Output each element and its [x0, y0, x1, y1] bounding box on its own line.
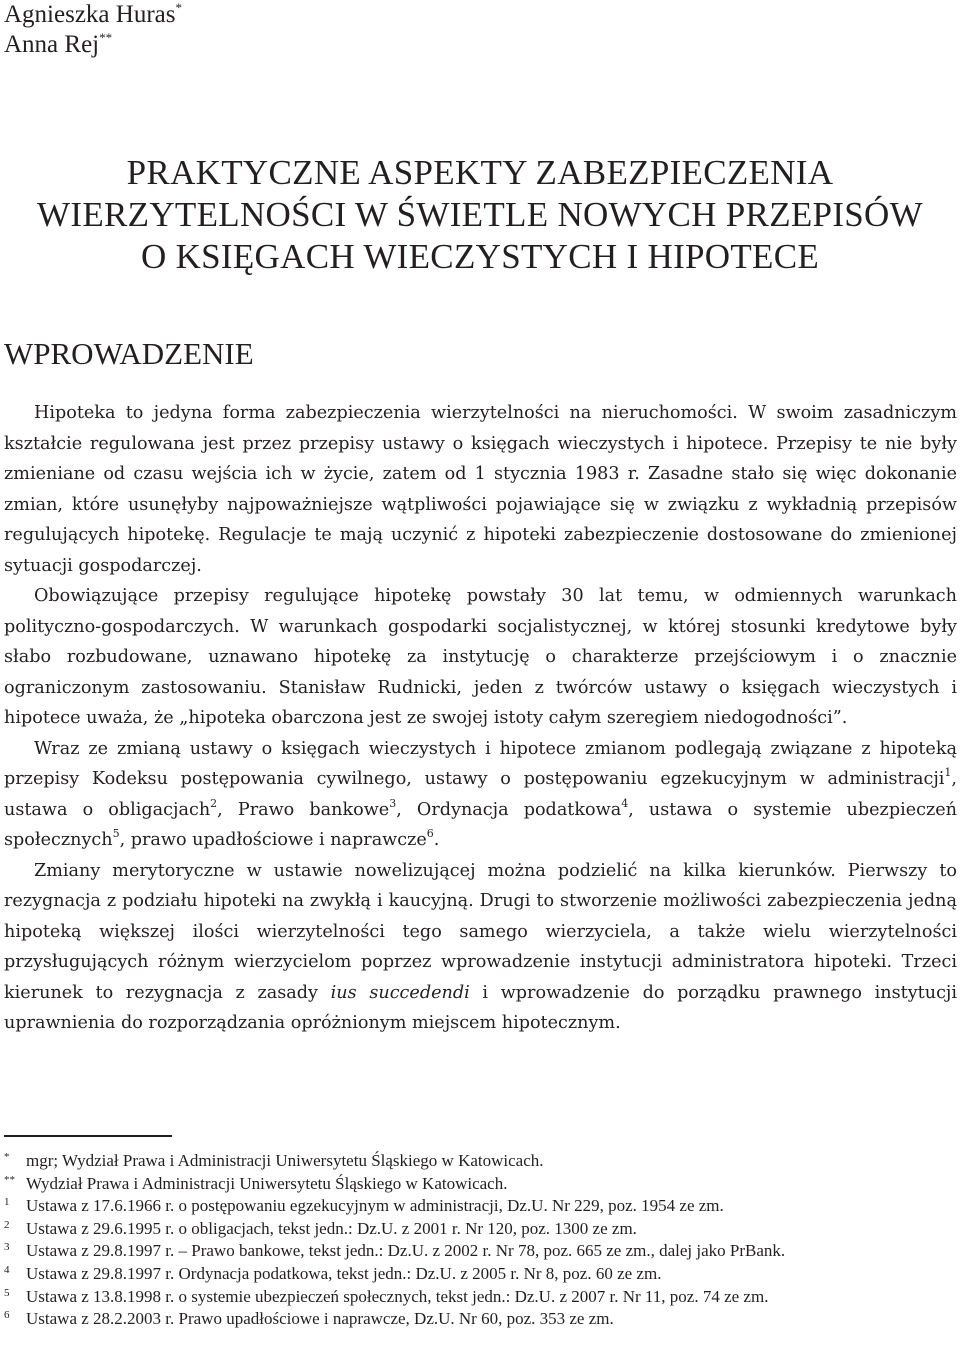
author: [4, 0, 182, 30]
paragraph-text: , ustawa o obligacjach: [4, 769, 957, 820]
title-line: PRAKTYCZNE ASPEKTY ZABEZPIECZENIA: [126, 153, 834, 192]
author-footnote-mark[interactable]: **: [99, 30, 113, 45]
paragraph: [4, 734, 957, 856]
footnote-divider: [4, 1135, 172, 1137]
article-title: [0, 152, 960, 278]
footnote-text: Ustawa z 29.6.1995 r. o obligacjach, tekst jedn.: Dz.U. z 2001 r. Nr 120, poz. 1300 ze zm.: [26, 1218, 637, 1238]
footnote-ref[interactable]: 4: [621, 796, 629, 810]
footnote: 6 Ustawa z 28.2.2003 r. Prawo upadłościowe i naprawcze, Dz.U. Nr 60, poz. 353 ze zm.: [4, 1309, 614, 1329]
paragraph: Obowiązujące przepisy regulujące hipotekę powstały 30 lat temu, w odmiennych warunkach polityczno-gospodarczych. W warunkach gospodarki socjalistycznej, w której stosunki kredytowe były słabo rozbudowane, uznawano hipotekę za instytucję o charakterze przejściowym i o znacznie ograniczonym zastosowaniu. Stanisław Rudnicki, jeden z twórców ustawy o księgach wieczystych i hipotece uważa, że „hipoteka obarczona jest ze swojej istoty całym szeregiem niedogodności”.: [4, 586, 957, 728]
footnote-ref[interactable]: 1: [944, 766, 952, 779]
footnote-text: Ustawa z 28.2.2003 r. Prawo upadłościowe i naprawcze, Dz.U. Nr 60, poz. 353 ze zm.: [26, 1309, 614, 1329]
footnote-ref[interactable]: 6: [426, 827, 434, 840]
article-body: [4, 398, 957, 1039]
paragraph-text: i wprowadzenie do porządku prawnego instytucji uprawnienia do rozporządzania opróżnionym miejscem hipotecznym.: [4, 982, 957, 1033]
author-name: Anna Rej: [4, 31, 100, 58]
paragraph-text: , Prawo bankowe: [217, 799, 390, 820]
paragraph-text: , prawo upadłościowe i naprawcze: [119, 830, 427, 850]
paragraph-text: .: [433, 830, 440, 850]
author-list: [4, 0, 182, 60]
paragraph-text: , ustawa o systemie ubezpieczeń społecznych: [4, 799, 957, 850]
footnote-ref[interactable]: 2: [210, 796, 218, 810]
footnote: 1 Ustawa z 17.6.1966 r. o postępowaniu egzekucyjnym w administracji, Dz.U. Nr 229, poz. 1954 ze zm.: [4, 1196, 724, 1216]
footnote: ** Wydział Prawa i Administracji Uniwersytetu Śląskiego w Katowicach.: [4, 1173, 508, 1193]
paragraph-text: Zmiany merytoryczne w ustawie nowelizującej można podzielić na kilka kierunków. Pierwszy to rezygnacja z podziału hipoteki na zwykłą i kaucyjną. Drugi to stworzenie możliwości zabezpieczenia jedną hipoteką większej ilości wierzytelności tego samego wierzyciela, a także wielu wierzytelności przysługujących różnym wierzycielom poprzez wprowadzenie instytucji administratora hipoteki. Trzeci kierunek to rezygnacja z zasady: [4, 860, 957, 1003]
footnote-text: Ustawa z 17.6.1966 r. o postępowaniu egzekucyjnym w administracji, Dz.U. Nr 229, poz. 1954 ze zm.: [26, 1196, 724, 1216]
title-line: WIERZYTELNOŚCI W ŚWIETLE NOWYCH PRZEPISÓW: [37, 195, 923, 234]
paragraph: [4, 856, 957, 1039]
footnote: 5 Ustawa z 13.8.1998 r. o systemie ubezpieczeń społecznych, tekst jedn.: Dz.U. z 2007 r. Nr 11, poz. 74 ze zm.: [4, 1286, 769, 1306]
footnote: 2 Ustawa z 29.6.1995 r. o obligacjach, tekst jedn.: Dz.U. z 2001 r. Nr 120, poz. 1300 ze zm.: [4, 1218, 637, 1238]
footnotes: [4, 1150, 959, 1331]
footnote: 4 Ustawa z 29.8.1997 r. Ordynacja podatkowa, tekst jedn.: Dz.U. z 2005 r. Nr 8, poz. 60 ze zm.: [4, 1263, 662, 1283]
footnote: * mgr; Wydział Prawa i Administracji Uniwersytetu Śląskiego w Katowicach.: [4, 1151, 544, 1170]
section-heading: WPROWADZENIE: [4, 336, 254, 371]
author-footnote-mark[interactable]: *: [175, 0, 182, 15]
paragraph-text: , Ordynacja podatkowa: [396, 799, 622, 820]
latin-term: ius succedendi: [330, 982, 470, 1003]
footnote: 3 Ustawa z 29.8.1997 r. – Prawo bankowe, tekst jedn.: Dz.U. z 2002 r. Nr 78, poz. 665 ze zm., dalej jako PrBank.: [4, 1241, 786, 1261]
footnote-ref[interactable]: 3: [389, 796, 397, 810]
paragraph-text: Wraz ze zmianą ustawy o księgach wieczystych i hipotece zmianom podlegają związane z hipoteką przepisy Kodeksu postępowania cywilnego, ustawy o postępowaniu egzekucyjnym w administracji: [4, 738, 957, 789]
footnote-text: Ustawa z 13.8.1998 r. o systemie ubezpieczeń społecznych, tekst jedn.: Dz.U. z 2007 r. Nr 11, poz. 74 ze zm.: [26, 1286, 769, 1306]
paragraph: Hipoteka to jedyna forma zabezpieczenia wierzytelności na nieruchomości. W swoim zasadniczym kształcie regulowana jest przez przepisy ustawy o księgach wieczystych i hipotece. Przepisy te nie były zmieniane od czasu wejścia ich w życie, zatem od 1 stycznia 1983 r. Zasadne stało się więc dokonanie zmian, które usunęłyby najpoważniejsze wątpliwości pojawiające się w związku z wykładnią przepisów regulujących hipotekę. Regulacje te mają uczynić z hipoteki zabezpieczenie dostosowane do zmienionej sytuacji gospodarczej.: [4, 403, 957, 576]
title-line: O KSIĘGACH WIECZYSTYCH I HIPOTECE: [140, 237, 820, 276]
footnote-text: Wydział Prawa i Administracji Uniwersytetu Śląskiego w Katowicach.: [26, 1173, 508, 1193]
footnote-text: Ustawa z 29.8.1997 r. – Prawo bankowe, tekst jedn.: Dz.U. z 2002 r. Nr 78, poz. 665 ze zm., dalej jako PrBank.: [26, 1241, 786, 1261]
footnote-text: Ustawa z 29.8.1997 r. Ordynacja podatkowa, tekst jedn.: Dz.U. z 2005 r. Nr 8, poz. 60 ze zm.: [26, 1263, 662, 1283]
footnote-text: mgr; Wydział Prawa i Administracji Uniwersytetu Śląskiego w Katowicach.: [26, 1151, 544, 1170]
author-name: Agnieszka Huras: [4, 1, 176, 28]
author: [4, 30, 182, 60]
footnote-ref[interactable]: 5: [112, 827, 120, 840]
